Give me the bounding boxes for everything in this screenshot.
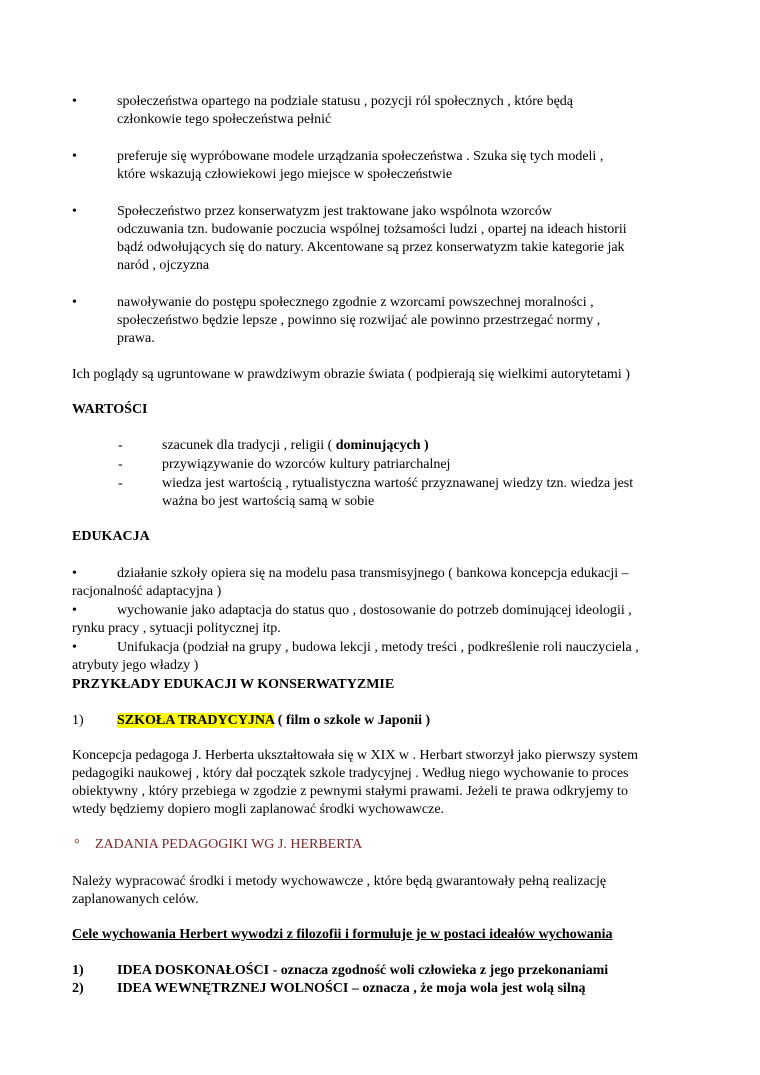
bullet-text: odczuwania tzn. budowanie poczucia wspólnej tożsamości ludzi , opartej na ideach historii <box>117 222 627 237</box>
dash-icon: - <box>118 438 123 453</box>
paragraph-line: obiektywny , który przebiega w zgodzie z pewnymi stałymi prawami. Jeżeli te prawa odkryjemy to <box>72 784 628 799</box>
values-heading: WARTOŚCI <box>72 402 148 417</box>
bullet-text: społeczeństwa opartego na podziale statusu , pozycji ról społecznych , które będą <box>117 94 574 109</box>
education-heading: EDUKACJA <box>72 529 150 544</box>
education-item-cont: rynku pracy , sytuacji politycznej itp. <box>72 621 281 636</box>
values-item-bold: dominujących ) <box>335 438 429 453</box>
tasks-heading: ZADANIA PEDAGOGIKI WG J. HERBERTA <box>95 837 363 852</box>
school-number: 1) <box>72 713 84 728</box>
paragraph-line: pedagogiki naukowej , który dał początek szkole tradycyjnej . Według niego wychowanie to proces <box>72 766 629 781</box>
bullet-text: preferuje się wypróbowane modele urządzania społeczeństwa . Szuka się tych modeli , <box>117 149 604 164</box>
dash-icon: - <box>118 457 123 472</box>
bullet-icon: • <box>72 94 77 109</box>
values-item: przywiązywanie do wzorców kultury patriarchalnej <box>162 457 451 472</box>
school-film: ( film o szkole w Japonii ) <box>274 713 431 728</box>
goals-heading: Cele wychowania Herbert wywodzi z filozofii i formułuje je w postaci ideałów wychowania <box>72 927 613 942</box>
school-title: SZKOŁA TRADYCYJNA <box>117 713 275 728</box>
education-item: działanie szkoły opiera się na modelu pasa transmisyjnego ( bankowa koncepcja edukacji – <box>117 566 629 581</box>
education-item-cont: racjonalność adaptacyjna ) <box>72 584 222 599</box>
idea-number: 1) <box>72 963 84 978</box>
education-item-cont: atrybuty jego władzy ) <box>72 658 199 673</box>
values-item-cont: ważna bo jest wartością samą w sobie <box>162 494 375 509</box>
dash-icon: - <box>118 476 123 491</box>
bullet-text: bądź odwołujących się do natury. Akcentowane są przez konserwatyzm takie kategorie jak <box>117 240 625 255</box>
paragraph-line: wtedy będziemy dopiero mogli zaplanować środki wychowawcze. <box>72 802 445 817</box>
idea-item: IDEA WEWNĘTRZNEJ WOLNOŚCI – oznacza , że moja wola jest wolą silną <box>117 981 586 996</box>
bullet-icon: • <box>72 566 77 581</box>
idea-number: 2) <box>72 981 84 996</box>
values-item <box>162 437 429 455</box>
bullet-text: członkowie tego społeczeństwa pełnić <box>117 112 332 127</box>
paragraph-line: zaplanowanych celów. <box>72 892 199 907</box>
bullet-icon: • <box>72 204 77 219</box>
bullet-text: które wskazują człowiekowi jego miejsce w społeczeństwie <box>117 167 453 182</box>
bullet-icon: • <box>72 295 77 310</box>
education-item: wychowanie jako adaptacja do status quo , dostosowanie do potrzeb dominującej ideologii , <box>117 603 632 618</box>
values-item: wiedza jest wartością , rytualistyczna wartość przyznawanej wiedzy tzn. wiedza jest <box>162 476 634 491</box>
bullet-text: naród , ojczyzna <box>117 258 210 273</box>
bullet-text: nawoływanie do postępu społecznego zgodnie z wzorcami powszechnej moralności , <box>117 295 594 310</box>
paragraph-line: Należy wypracować środki i metody wychowawcze , które będą gwarantowały pełną realizację <box>72 874 607 889</box>
paragraph-line: Koncepcja pedagoga J. Herberta ukształtowała się w XIX w . Herbart stworzył jako pierwszy system <box>72 748 639 763</box>
education-item: Unifukacja (podział na grupy , budowa lekcji , metody treści , podkreślenie roli nauczyciela , <box>117 640 639 655</box>
bullet-icon: • <box>72 149 77 164</box>
bullet-text: Społeczeństwo przez konserwatyzm jest traktowane jako wspólnota wzorców <box>117 204 553 219</box>
bullet-icon: • <box>72 603 77 618</box>
views-paragraph: Ich poglądy są ugruntowane w prawdziwym obrazie świata ( podpierają się wielkimi autorytetami ) <box>72 367 630 382</box>
idea-item: IDEA DOSKONAŁOŚCI - oznacza zgodność woli człowieka z jego przekonaniami <box>117 963 609 978</box>
bullet-text: społeczeństwo będzie lepsze , powinno się rozwijać ale powinno przestrzegać normy , <box>117 313 601 328</box>
bullet-text: prawa. <box>117 331 155 346</box>
examples-heading: PRZYKŁADY EDUKACJI W KONSERWATYZMIE <box>72 677 395 692</box>
school-heading <box>117 712 430 730</box>
degree-icon: ° <box>74 837 80 852</box>
values-item-text: szacunek dla tradycji , religii ( <box>162 438 336 453</box>
bullet-icon: • <box>72 640 77 655</box>
